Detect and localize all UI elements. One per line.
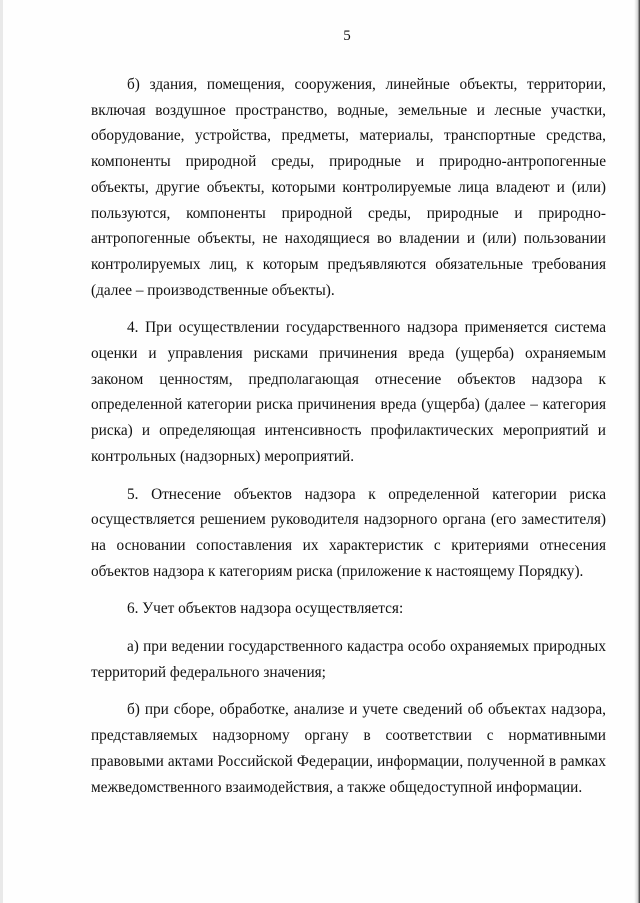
paragraph-4-risk-system: 4. При осуществлении государственного надзора применяется система оценки и управления рисками причинения вреда (ущерба) охраняемым законом ценностям, предполагающая отнесение объектов надзора к определенной категории риска причинения вреда (ущерба) (далее – категория риска) и определяющая интенсивность профилактических мероприятий и контрольных (надзорных) мероприятий.	[91, 319, 606, 465]
paragraph-objects-b: б) здания, помещения, сооружения, линейные объекты, территории, включая воздушное пространство, водные, земельные и лесные участки, оборудование, устройства, предметы, материалы, транспортные средства, компоненты природной среды, природные и природно-антропогенные объекты, другие объекты, которыми контролируемые лица владеют и (или) пользуются, компоненты природной среды, природные и природно-антропогенные объекты, не находящиеся во владении и (или) пользовании контролируемых лиц, к которым предъявляются обязательные требования (далее – производственные объекты).	[91, 76, 606, 299]
paragraph-6a-cadastre: а) при ведении государственного кадастра особо охраняемых природных территорий федерального значения;	[91, 638, 606, 681]
paragraph-6-accounting: 6. Учет объектов надзора осуществляется:	[127, 600, 404, 618]
paragraph-5-risk-category: 5. Отнесение объектов надзора к определенной категории риска осуществляется решением руководителя надзорного органа (его заместителя) на основании сопоставления их характеристик с критериями отнесения объектов надзора к категориям риска (приложение к настоящему Порядку).	[91, 485, 606, 580]
scan-edge-left	[0, 0, 3, 903]
page-number: 5	[343, 28, 351, 44]
scan-edge-right	[634, 0, 640, 903]
document-body	[91, 72, 606, 800]
paragraph-6b-information: б) при сборе, обработке, анализе и учете сведений об объектах надзора, представляемых надзорному органу в соответствии с нормативными правовыми актами Российской Федерации, информации, полученной в рамках межведомственного взаимодействия, а также общедоступной информации.	[91, 701, 606, 796]
